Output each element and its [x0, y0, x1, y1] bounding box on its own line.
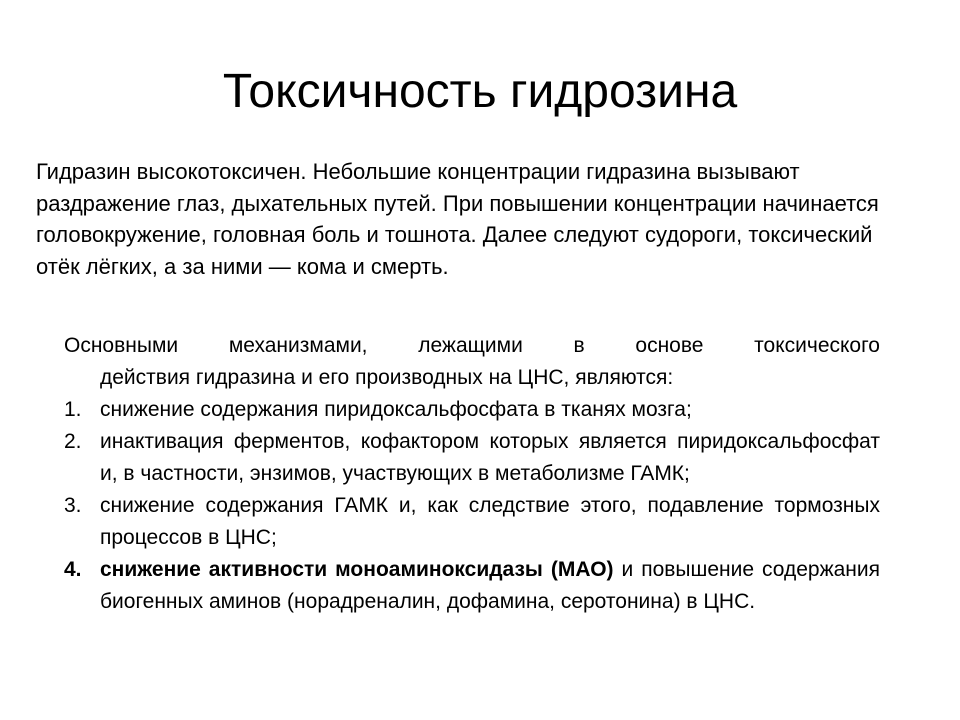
mechanisms-lead — [64, 330, 880, 394]
list-item — [64, 426, 880, 490]
list-item — [64, 394, 880, 426]
list-item-number: 4. — [64, 558, 82, 581]
mechanisms-lead-line-1: Основными механизмами, лежащими в основе токсического — [64, 334, 880, 357]
list-item — [64, 490, 880, 554]
list-item — [64, 554, 880, 618]
slide-title: Токсичность гидрозина — [222, 65, 738, 118]
list-item-number: 3. — [64, 494, 82, 517]
list-item-text: снижение содержания ГАМК и, как следствие этого, подавление тормозных процессов в ЦНС; — [100, 494, 880, 549]
list-item-text: снижение содержания пиридоксальфосфата в тканях мозга; — [100, 398, 692, 421]
list-item-emphasis: снижение активности моноаминоксидазы (МАО) — [100, 558, 614, 581]
mechanisms-list — [64, 394, 880, 618]
list-item-text — [100, 554, 880, 618]
mechanisms-section — [64, 330, 880, 618]
list-item-number: 1. — [64, 398, 82, 421]
list-item-number: 2. — [64, 430, 82, 453]
mechanisms-lead-line-2: действия гидразина и его производных на ЦНС, являются: — [100, 366, 674, 389]
list-item-continuation: и повышение содержания биогенных аминов (норадреналин, дофамина, серотонина) в ЦНС. — [100, 558, 881, 613]
intro-paragraph: Гидразин высокотоксичен. Небольшие концентрации гидразина вызывают раздражение глаз, дыхательных путей. При повышении концентрации начинается головокружение, головная боль и тошнота. Далее следуют судороги, токсический отёк лёгких, а за ними — кома и смерть. — [36, 159, 879, 279]
list-item-text: инактивация ферментов, кофактором которых является пиридоксальфосфат и, в частности, энзимов, участвующих в метаболизме ГАМК; — [100, 430, 880, 485]
